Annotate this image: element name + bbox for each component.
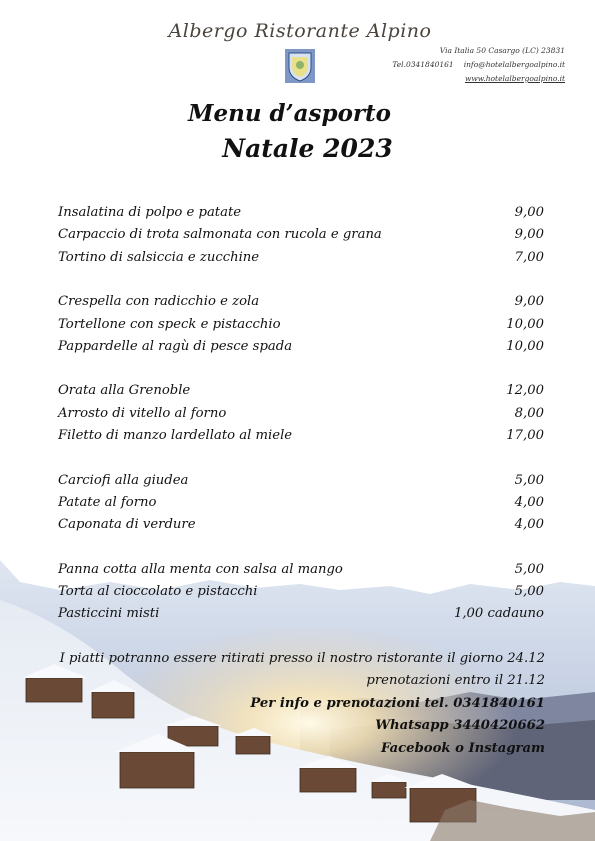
dish-name: Pasticcini misti (58, 606, 160, 622)
dish-name: Carciofi alla giudea (58, 472, 189, 488)
dish-price: 9,00 (514, 294, 544, 310)
dish-name: Torta al cioccolato e pistacchi (58, 584, 258, 600)
menu-item (58, 224, 544, 246)
address: Via Italia 50 Casargo (LC) 23831 (439, 46, 565, 55)
menu-item (58, 380, 544, 402)
booking-phone[interactable]: Per info e prenotazioni tel. 0341840161 (250, 695, 545, 711)
phone: Tel.0341840161 (392, 60, 454, 69)
dish-name: Caponata di verdure (58, 517, 196, 533)
dish-name: Panna cotta alla menta con salsa al mango (58, 561, 343, 577)
dish-price: 7,00 (514, 249, 544, 265)
dish-name: Crespella con radicchio e zola (58, 294, 260, 310)
dish-price: 4,00 (514, 494, 544, 510)
dish-price: 5,00 (514, 584, 544, 600)
dish-name: Pappardelle al ragù di pesce spada (58, 338, 293, 354)
dish-price: 9,00 (514, 227, 544, 243)
dish-price: 5,00 (514, 472, 544, 488)
menu-list (58, 202, 544, 626)
dish-name: Orata alla Grenoble (58, 383, 191, 399)
menu-title: Menu d’asporto (188, 100, 391, 127)
menu-item (58, 425, 544, 447)
dish-price: 8,00 (514, 405, 544, 421)
menu-item (58, 403, 544, 425)
menu-item (58, 202, 544, 224)
dish-name: Insalatina di polpo e patate (58, 205, 242, 220)
dish-name: Patate al forno (58, 494, 157, 510)
social-contact: Facebook o Instagram (380, 740, 545, 756)
hotel-name: Albergo Ristorante Alpino (168, 20, 432, 42)
dish-price: 10,00 (506, 316, 544, 332)
crest-logo (285, 49, 315, 83)
menu-item (58, 314, 544, 336)
contact-block (392, 44, 565, 86)
dish-name: Arrosto di vitello al forno (58, 405, 227, 421)
dish-name: Filetto di manzo lardellato al miele (58, 428, 293, 444)
menu-item (58, 470, 544, 492)
dish-name: Tortino di salsiccia e zucchine (58, 249, 260, 265)
dish-price: 1,00 cadauno (453, 606, 544, 622)
dish-price: 10,00 (506, 338, 544, 354)
dish-price: 4,00 (514, 517, 544, 533)
dish-price: 17,00 (506, 428, 544, 444)
dish-price: 9,00 (514, 205, 544, 220)
pickup-date: I piatti potranno essere ritirati presso il nostro ristorante il giorno 24.12 (59, 651, 545, 666)
whatsapp-contact[interactable]: Whatsapp 3440420662 (375, 718, 545, 734)
dish-price: 12,00 (506, 383, 544, 399)
booking-deadline: prenotazioni entro il 21.12 (366, 673, 545, 689)
menu-item (58, 247, 544, 269)
dish-name: Carpaccio di trota salmonata con rucola e grana (58, 227, 382, 243)
dish-name: Tortellone con speck e pistacchio (58, 316, 281, 332)
dish-price: 5,00 (514, 561, 544, 577)
menu-subtitle: Natale 2023 (222, 134, 393, 163)
email-link[interactable]: info@hotelalbergoalpino.it (463, 60, 565, 69)
pickup-info (60, 648, 545, 760)
website-link[interactable]: www.hotelalbergoalpino.it (464, 74, 565, 83)
menu-item (58, 603, 544, 625)
menu-item (58, 581, 544, 603)
menu-item (58, 559, 544, 581)
menu-item (58, 514, 544, 536)
menu-item (58, 492, 544, 514)
menu-item (58, 291, 544, 313)
menu-item (58, 336, 544, 358)
